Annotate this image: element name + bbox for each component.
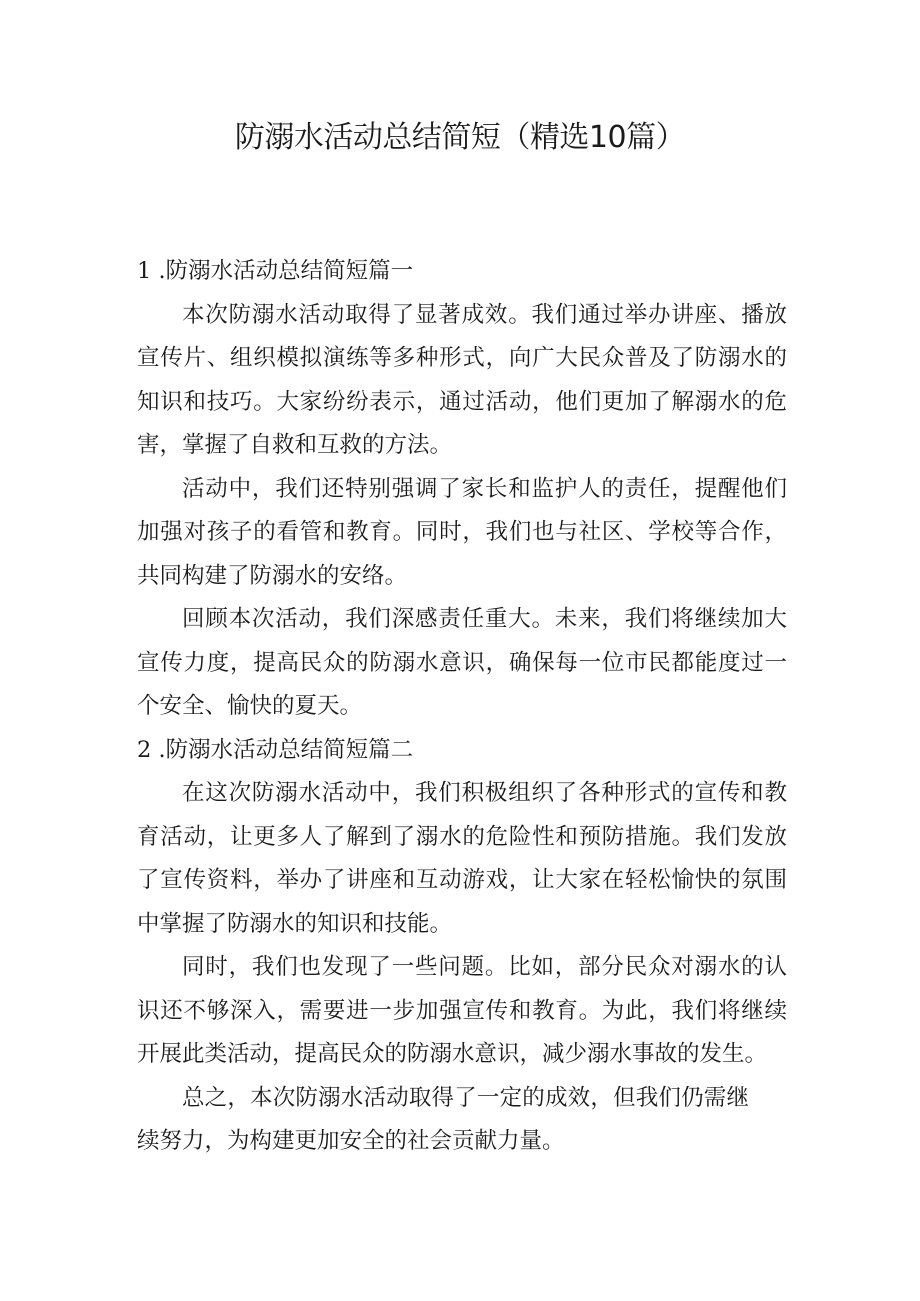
document-title: 防溺水活动总结简短（精选10篇） — [234, 120, 686, 155]
section-1 — [137, 250, 787, 729]
paragraph: 活动中，我们还特别强调了家长和监护人的责任，提醒他们加强对孩子的看管和教育。同时，我们也与社区、学校等合作，共同构建了防溺水的安络。 — [137, 475, 787, 589]
paragraph: 在这次防溺水活动中，我们积极组织了各种形式的宣传和教育活动，让更多人了解到了溺水的危险性和预防措施。我们发放了宣传资料，举办了讲座和互动游戏，让大家在轻松愉快的氛围中掌握了防溺水的知识和技能。 — [137, 780, 787, 937]
paragraph: 总之，本次防溺水活动取得了一定的成效，但我们仍需继续努力，为构建更加安全的社会贡献力量。 — [137, 1084, 749, 1154]
section-heading: 2 .防溺水活动总结简短篇二 — [137, 736, 414, 763]
paragraph: 本次防溺水活动取得了显著成效。我们通过举办讲座、播放宣传片、组织模拟演练等多种形式，向广大民众普及了防溺水的知识和技巧。大家纷纷表示，通过活动，他们更加了解溺水的危害，掌握了自救和互救的方法。 — [137, 301, 787, 458]
document-body — [137, 250, 787, 1164]
paragraph: 同时，我们也发现了一些问题。比如，部分民众对溺水的认识还不够深入，需要进一步加强宣传和教育。为此，我们将继续开展此类活动，提高民众的防溺水意识，减少溺水事故的发生。 — [137, 954, 787, 1067]
section-2 — [137, 729, 787, 1164]
paragraph: 回顾本次活动，我们深感责任重大。未来，我们将继续加大宣传力度，提高民众的防溺水意识，确保每一位市民都能度过一个安全、愉快的夏天。 — [137, 606, 787, 719]
section-heading: 1 .防溺水活动总结简短篇一 — [137, 258, 414, 284]
